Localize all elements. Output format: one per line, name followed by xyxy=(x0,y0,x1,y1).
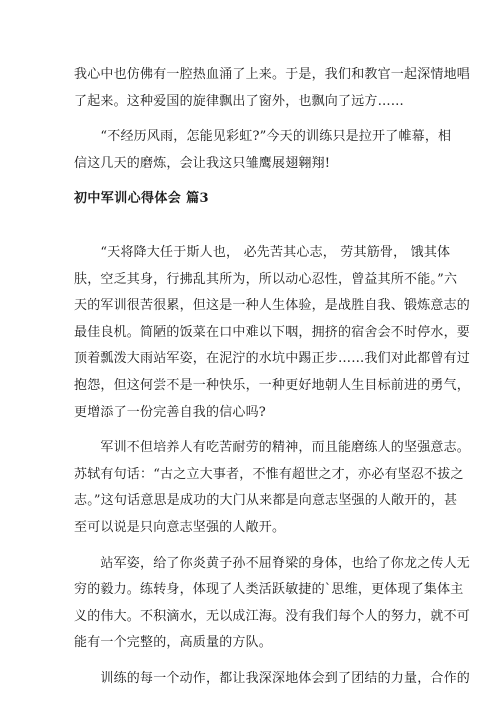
text-line: 信这几天的磨炼，会让我这只雏鹰展翅翱翔! xyxy=(74,155,331,171)
text-line: 训练的每一个动作，都让我深深地体会到了团结的力量，合作的 xyxy=(74,670,471,686)
text-line: 穷的毅力。练转身，体现了人类活跃敏捷的`思维，更体现了集体主 xyxy=(74,582,464,598)
text-line: 最佳良机。简陋的饭菜在口中难以下咽，拥挤的宿舍会不时停水，要 xyxy=(74,324,471,340)
text-line: 军训不但培养人有吃苦耐劳的精神，而且能磨练人的坚强意志。 xyxy=(74,440,471,456)
text-line: 苏轼有句话：“古之立大事者，不惟有超世之才，亦必有坚忍不拔之 xyxy=(74,466,464,482)
text-line: “天将降大任于斯人也， 必先苦其心志， 劳其筋骨， 饿其体 xyxy=(74,244,451,260)
text-line: 至可以说是只向意志坚强的人敞开。 xyxy=(74,519,286,535)
text-line: 抱怨，但这何尝不是一种快乐，一种更好地朝人生目标前进的勇气， xyxy=(74,377,471,393)
text-line: 更增添了一份完善自我的信心吗? xyxy=(74,404,266,420)
paragraph xyxy=(74,124,452,177)
text-line: 义的伟大。不积滴水，无以成江海。没有我们每个人的努力，就不可 xyxy=(74,608,471,624)
paragraph-gap xyxy=(74,115,430,124)
text-line: 天的军训很苦很累，但这是一种人生体验，是战胜自我、锻炼意志的 xyxy=(74,298,471,314)
text-line: 我心中也仿佛有一腔热血涌了上来。于是，我们和教官一起深情地唱 xyxy=(74,67,471,82)
text-line: “不经历风雨，怎能见彩虹?”今天的训练只是拉开了帷幕，相 xyxy=(74,129,452,145)
body-text-block xyxy=(74,240,471,693)
paragraph xyxy=(74,435,471,541)
spacer xyxy=(74,213,430,240)
text-line: 志。”这句话意思是成功的大门从来都是向意志坚强的人敞开的，甚 xyxy=(74,493,458,509)
paragraph xyxy=(74,240,471,426)
paragraph xyxy=(74,551,471,657)
paragraph-gap xyxy=(74,657,430,666)
paragraph-gap xyxy=(74,542,430,551)
paragraph xyxy=(74,666,471,693)
top-text-block xyxy=(74,62,471,177)
paragraph xyxy=(74,62,471,115)
text-line: 了起来。这种爱国的旋律飘出了窗外，也飘向了远方…… xyxy=(74,93,405,109)
paragraph-gap xyxy=(74,426,430,435)
spacer xyxy=(74,177,430,186)
text-line: 站军姿，给了你炎黄子孙不屈脊梁的身体，也给了你龙之传人无 xyxy=(74,555,471,571)
text-line: 能有一个完整的，高质量的方队。 xyxy=(74,635,273,651)
section-heading: 初中军训心得体会 篇3 xyxy=(74,191,209,207)
text-line: 肤，空乏其身，行拂乱其所为，所以动心忍性，曾益其所不能。”六 xyxy=(74,271,458,287)
text-line: 顶着瓢泼大雨站军姿，在泥泞的水坑中踢正步……我们对此都曾有过 xyxy=(74,351,471,367)
